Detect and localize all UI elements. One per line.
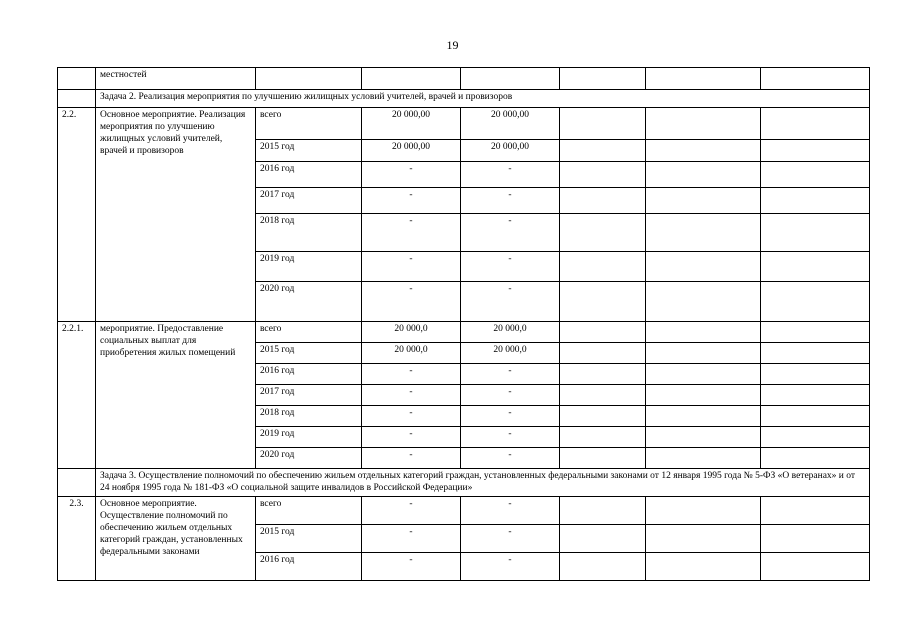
value-cell: 20 000,0 <box>362 343 461 364</box>
task-3-heading: Задача 3. Осуществление полномочий по обеспечению жильем отдельных категорий граждан, установленных федеральными законами от 12 января 1995 года № 5-ФЗ «О ветеранах» и от 24 ноября 1995 года № 181-ФЗ «О социальной защите инвалидов в Российской Федерации» <box>96 469 870 497</box>
value-cell: - <box>362 525 461 553</box>
year-cell: 2019 год <box>256 252 362 282</box>
page-number: 19 <box>446 38 459 52</box>
value-cell: - <box>362 553 461 581</box>
num-cell: 2.2. <box>58 108 96 322</box>
value-cell: - <box>362 364 461 385</box>
name-cell: Основное мероприятие. Реализация мероприятия по улучшению жилищных условий учителей, врачей и провизоров <box>96 108 256 322</box>
name-cell: Основное мероприятие. Осуществление полномочий по обеспечению жильем отдельных категорий граждан, установленных федеральными законами <box>96 497 256 581</box>
value-cell: - <box>461 427 560 448</box>
name-cell: мероприятие. Предоставление социальных выплат для приобретения жилых помещений <box>96 322 256 469</box>
value-cell: - <box>461 553 560 581</box>
value-cell: - <box>461 214 560 252</box>
table-row <box>58 68 870 90</box>
value-cell: 20 000,00 <box>461 140 560 162</box>
value-cell: - <box>461 525 560 553</box>
num-cell <box>58 68 96 90</box>
year-cell: 2016 год <box>256 553 362 581</box>
value-cell: - <box>362 406 461 427</box>
year-cell: 2019 год <box>256 427 362 448</box>
value-cell: - <box>461 162 560 188</box>
year-cell: 2015 год <box>256 525 362 553</box>
year-cell: 2020 год <box>256 282 362 322</box>
name-cell: местностей <box>96 68 256 90</box>
value-cell: 20 000,00 <box>362 140 461 162</box>
value-cell: - <box>461 385 560 406</box>
num-cell: 2.3. <box>58 497 96 581</box>
program-table <box>57 67 870 581</box>
value-cell: - <box>461 406 560 427</box>
year-cell: 2017 год <box>256 385 362 406</box>
value-cell: - <box>362 427 461 448</box>
value-cell: - <box>362 497 461 525</box>
year-cell: 2018 год <box>256 406 362 427</box>
task-row <box>58 469 870 497</box>
year-cell: 2016 год <box>256 162 362 188</box>
year-cell: всего <box>256 497 362 525</box>
year-cell: 2016 год <box>256 364 362 385</box>
value-cell: 20 000,00 <box>461 108 560 140</box>
value-cell: - <box>461 364 560 385</box>
value-cell: - <box>362 252 461 282</box>
table-row <box>58 108 870 140</box>
value-cell: - <box>362 282 461 322</box>
year-cell: 2017 год <box>256 188 362 214</box>
value-cell: - <box>461 282 560 322</box>
value-cell: 20 000,0 <box>461 322 560 343</box>
num-cell: 2.2.1. <box>58 322 96 469</box>
task-2-heading: Задача 2. Реализация мероприятия по улучшению жилищных условий учителей, врачей и провизоров <box>96 90 870 108</box>
year-cell: 2018 год <box>256 214 362 252</box>
table-row <box>58 497 870 525</box>
year-cell: 2015 год <box>256 343 362 364</box>
value-cell: - <box>461 448 560 469</box>
value-cell: 20 000,00 <box>362 108 461 140</box>
value-cell: 20 000,0 <box>461 343 560 364</box>
value-cell: - <box>461 497 560 525</box>
year-cell: всего <box>256 108 362 140</box>
value-cell: - <box>461 252 560 282</box>
table-row <box>58 322 870 343</box>
value-cell: - <box>362 385 461 406</box>
value-cell: - <box>362 188 461 214</box>
value-cell: - <box>362 162 461 188</box>
year-cell: 2015 год <box>256 140 362 162</box>
value-cell: 20 000,0 <box>362 322 461 343</box>
value-cell: - <box>362 214 461 252</box>
year-cell: всего <box>256 322 362 343</box>
year-cell: 2020 год <box>256 448 362 469</box>
task-row <box>58 90 870 108</box>
value-cell: - <box>362 448 461 469</box>
value-cell: - <box>461 188 560 214</box>
